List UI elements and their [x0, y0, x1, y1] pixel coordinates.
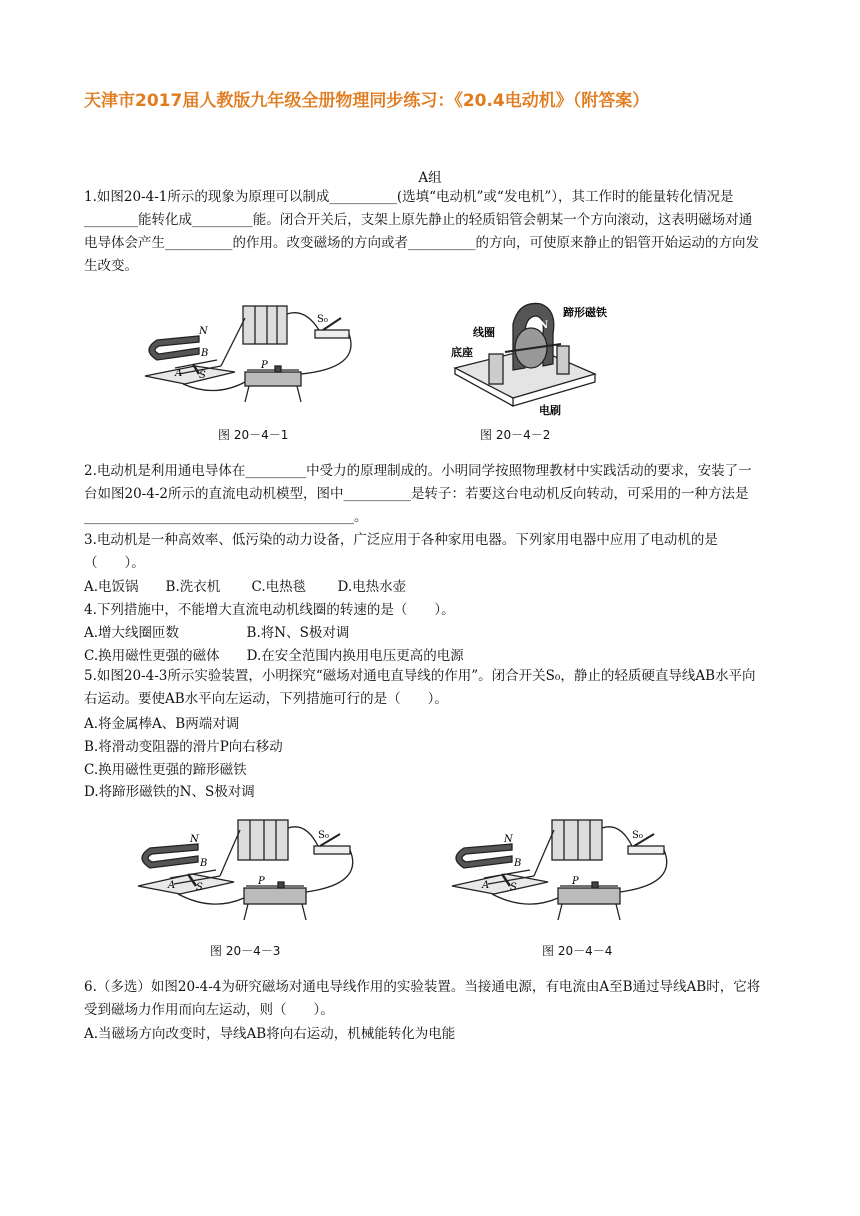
- fig2-label-brush: 电刷: [539, 404, 561, 416]
- svg-text:S₀: S₀: [318, 830, 329, 841]
- svg-text:N: N: [504, 834, 513, 845]
- figure-20-4-4-caption: 图 20－4－4: [542, 944, 613, 958]
- figure-20-4-4: [442, 812, 692, 930]
- group-heading: A组: [418, 170, 442, 186]
- question-6: 6.（多选）如图20-4-4为研究磁场对通电导线作用的实验装置。当接通电源，有电流由A至B通过导线AB时，它将受到磁场力作用而向左运动，则（ ）。: [84, 979, 761, 1018]
- fig2-label-base: 底座: [451, 346, 473, 359]
- svg-text:P: P: [258, 876, 265, 887]
- svg-text:P: P: [572, 876, 579, 887]
- question-3: 3.电动机是一种高效率、低污染的动力设备，广泛应用于各种家用电器。下列家用电器中应用了电动机的是（ ）。: [84, 532, 718, 571]
- fig1-label-n: N: [199, 326, 208, 337]
- question-5-option-b: B.将滑动变阻器的滑片P向右移动: [84, 739, 283, 755]
- question-1: 1.如图20-4-1所示的现象为原理可以制成__________(选填“电动机”或“发电机”），其工作时的能量转化情况是________能转化成_________能。闭合开关后，支架上原先静止的轻质铝管会朝某一个方向滚动，这表明磁场对通电导体会产生__________的作用。改变磁场的方向或者__________的方向，可使原来静止的铝管开始运动的方向发生改变。: [84, 189, 759, 274]
- question-4: 4.下列措施中，不能增大直流电动机线圈的转速的是（ ）。: [84, 602, 455, 618]
- svg-text:B: B: [200, 858, 208, 869]
- figure-20-4-2: [445, 294, 625, 416]
- figure-20-4-3-caption: 图 20－4－3: [210, 944, 281, 958]
- figure-20-4-1-caption: 图 20－4－1: [218, 428, 289, 442]
- question-5: 5.如图20-4-3所示实验装置，小明探究“磁场对通电直导线的作用”。闭合开关S₀，静止的轻质硬直导线AB水平向右运动。要使AB水平向左运动，下列措施可行的是（ ）。: [84, 668, 756, 707]
- figure-20-4-3: [128, 812, 378, 930]
- question-5-option-d: D.将蹄形磁铁的N、S极对调: [84, 784, 255, 800]
- svg-text:S: S: [196, 882, 203, 893]
- fig1-label-a: A: [175, 368, 183, 379]
- svg-text:A: A: [482, 880, 490, 891]
- svg-text:N: N: [190, 834, 199, 845]
- svg-text:A: A: [168, 880, 176, 891]
- question-4-options-1: A.增大线圈匝数 B.将N、S极对调: [84, 625, 350, 641]
- fig2-label-n: N: [539, 320, 549, 331]
- question-2: 2.电动机是利用通电导体在_________中受力的原理制成的。小明同学按照物理教材中实践活动的要求，安装了一台如图20-4-2所示的直流电动机模型，图中__________是转子：若要这台电动机反向转动，可采用的一种方法是________________________________________。: [84, 463, 752, 525]
- question-5-option-c: C.换用磁性更强的蹄形磁铁: [84, 762, 247, 778]
- figure-20-4-1: [135, 298, 365, 416]
- figure-20-4-2-caption: 图 20－4－2: [480, 428, 551, 442]
- question-4-options-2: C.换用磁性更强的磁体 D.在安全范围内换用电压更高的电源: [84, 648, 464, 664]
- question-6-option-a: A.当磁场方向改变时，导线AB将向右运动，机械能转化为电能: [84, 1026, 456, 1042]
- fig2-label-magnet: 蹄形磁铁: [563, 306, 607, 319]
- fig1-label-p: P: [261, 360, 268, 371]
- svg-text:S₀: S₀: [632, 830, 643, 841]
- question-3-options: A.电饭锅 B.洗衣机 C.电热毯 D.电热水壶: [84, 579, 407, 595]
- svg-text:S: S: [510, 882, 517, 893]
- question-5-option-a: A.将金属棒A、B两端对调: [84, 716, 240, 732]
- fig2-label-coil: 线圈: [473, 326, 495, 339]
- fig1-label-s0: S₀: [317, 314, 328, 325]
- fig1-label-s: S: [199, 370, 206, 381]
- svg-text:B: B: [514, 858, 522, 869]
- page-title: 天津市2017届人教版九年级全册物理同步练习：《20.4电动机》（附答案）: [84, 91, 650, 111]
- fig1-label-b: B: [201, 348, 209, 359]
